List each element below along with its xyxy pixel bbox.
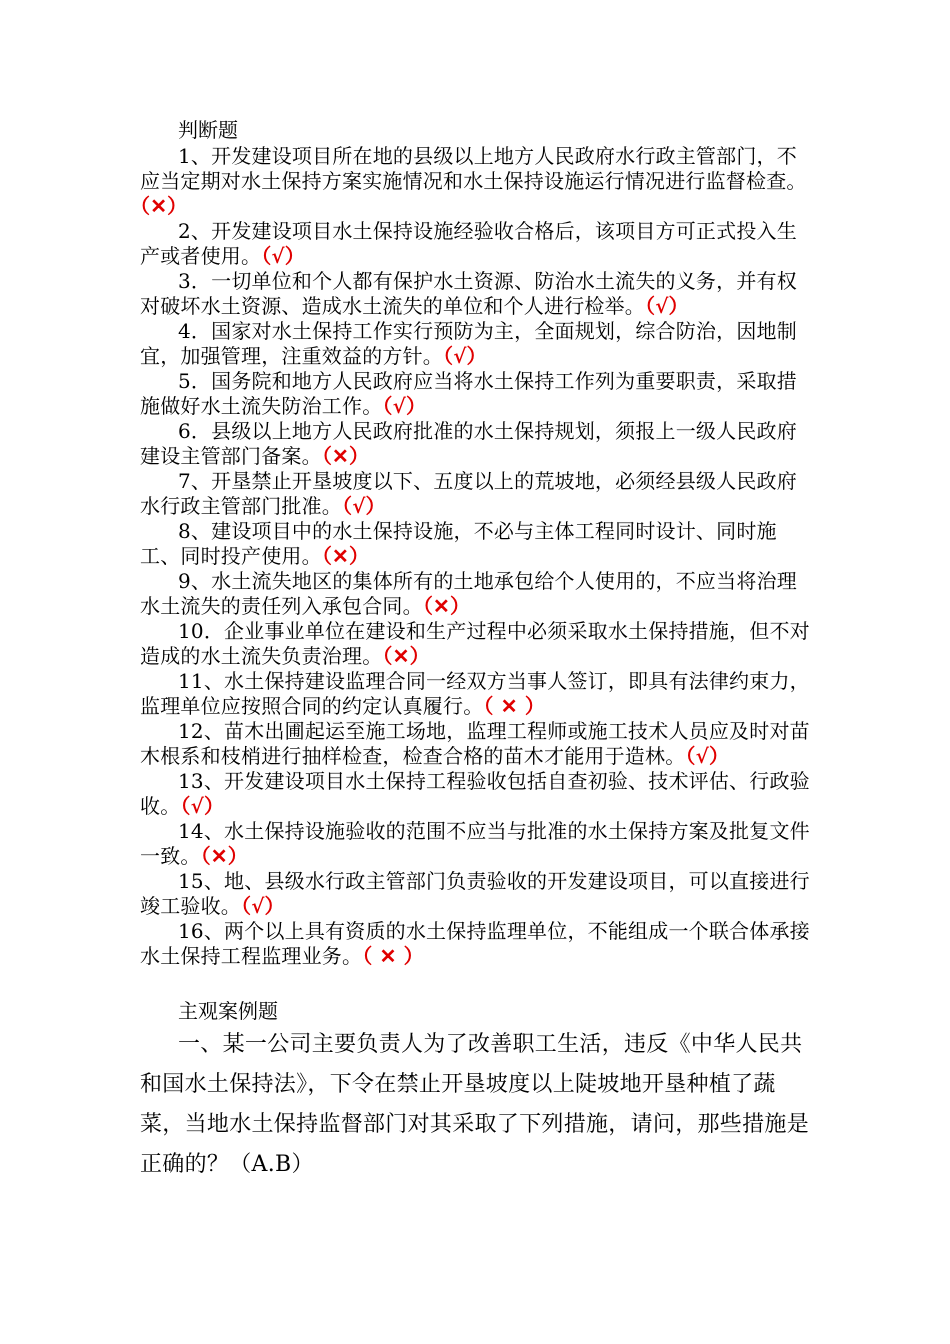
answer-mark: （√）	[685, 744, 730, 768]
question-text: 1、开发建设项目所在地的县级以上地方人民政府水行政主管部门，不应当定期对水土保持方案实施情况和水土保持设施运行情况进行监督检查。	[140, 144, 807, 193]
question-text: 15、地、县级水行政主管部门负责验收的开发建设项目，可以直接进行竣工验收。	[140, 869, 810, 918]
answer-mark: （✕）	[200, 844, 248, 868]
question-item	[140, 269, 812, 319]
answer-mark: （✕）	[382, 644, 430, 668]
answer-mark: （✕）	[422, 594, 471, 618]
document-content	[140, 116, 812, 1185]
answer-mark: （√）	[443, 344, 487, 368]
question-text: 5．国务院和地方人民政府应当将水土保持工作列为重要职责，采取措施做好水土流失防治工作。	[140, 369, 797, 418]
question-item	[140, 819, 812, 869]
case-question-text: 一、某一公司主要负责人为了改善职工生活，违反《中华人民共和国水土保持法》，下令在禁止开垦坡度以上陡坡地开垦种植了蔬菜，当地水土保持监督部门对其采取了下列措施，请问，那些措施是正确的？	[140, 1032, 810, 1177]
question-item	[140, 669, 812, 719]
question-text: 14、水土保持设施验收的范围不应当与批准的水土保持方案及批复文件一致。	[140, 819, 810, 868]
answer-mark: （√）	[645, 294, 689, 318]
case-answer: （A.B）	[229, 1152, 314, 1177]
section-gap	[140, 969, 812, 997]
question-text: 12、苗木出圃起运至施工场地，监理工程师或施工技术人员应及时对苗木根系和枝梢进行抽样检查，检查合格的苗木才能用于造林。	[140, 719, 810, 768]
section-title-judgement: 判断题	[178, 118, 238, 142]
answer-mark: （✕）	[321, 444, 370, 468]
question-item	[140, 144, 812, 219]
answer-mark: （√）	[261, 244, 305, 268]
answer-mark: （✕）	[321, 544, 370, 568]
question-text: 13、开发建设项目水土保持工程验收包括自查初验、技术评估、行政验收。	[140, 769, 810, 818]
question-item	[140, 469, 812, 519]
section-title-case: 主观案例题	[178, 999, 278, 1023]
question-text: 16、两个以上具有资质的水土保持监理单位，不能组成一个联合体承接水土保持工程监理业务。	[140, 919, 810, 968]
question-text: 11、水土保持建设监理合同一经双方当事人签订，即具有法律约束力，监理单位应按照合同的约定认真履行。	[140, 669, 810, 718]
question-text: 9、水土流失地区的集体所有的土地承包给个人使用的，不应当将治理水土流失的责任列入承包合同。	[140, 569, 797, 618]
case-question-1	[140, 1025, 812, 1185]
question-text: 8、建设项目中的水土保持设施，不必与主体工程同时设计、同时施工、同时投产使用。	[140, 519, 777, 568]
answer-mark: （√）	[241, 894, 285, 918]
question-text: 7、开垦禁止开垦坡度以下、五度以上的荒坡地，必须经县级人民政府水行政主管部门批准。	[140, 469, 797, 518]
question-list	[140, 144, 812, 969]
answer-mark: （✕）	[140, 194, 188, 218]
question-item	[140, 219, 812, 269]
answer-mark: （ ✕ ）	[483, 694, 546, 718]
answer-mark: （√）	[382, 394, 427, 418]
answer-mark: （√）	[180, 794, 225, 818]
question-item	[140, 769, 812, 819]
question-item	[140, 869, 812, 919]
question-text: 3．一切单位和个人都有保护水土资源、防治水土流失的义务，并有权对破坏水土资源、造成水土流失的单位和个人进行检举。	[140, 269, 797, 318]
question-item	[140, 619, 812, 669]
question-item	[140, 569, 812, 619]
question-item	[140, 319, 812, 369]
question-text: 10．企业事业单位在建设和生产过程中必须采取水土保持措施，但不对造成的水土流失负责治理。	[140, 619, 810, 668]
question-text: 2、开发建设项目水土保持设施经验收合格后，该项目方可正式投入生产或者使用。	[140, 219, 797, 268]
question-item	[140, 519, 812, 569]
question-item	[140, 369, 812, 419]
question-text: 4．国家对水土保持工作实行预防为主，全面规划，综合防治，因地制宜，加强管理，注重效益的方针。	[140, 319, 797, 368]
question-item	[140, 919, 812, 969]
question-item	[140, 719, 812, 769]
question-text: 6．县级以上地方人民政府批准的水土保持规划，须报上一级人民政府建设主管部门备案。	[140, 419, 797, 468]
answer-mark: （ ✕ ）	[362, 944, 424, 968]
answer-mark: （√）	[342, 494, 386, 518]
question-item	[140, 419, 812, 469]
